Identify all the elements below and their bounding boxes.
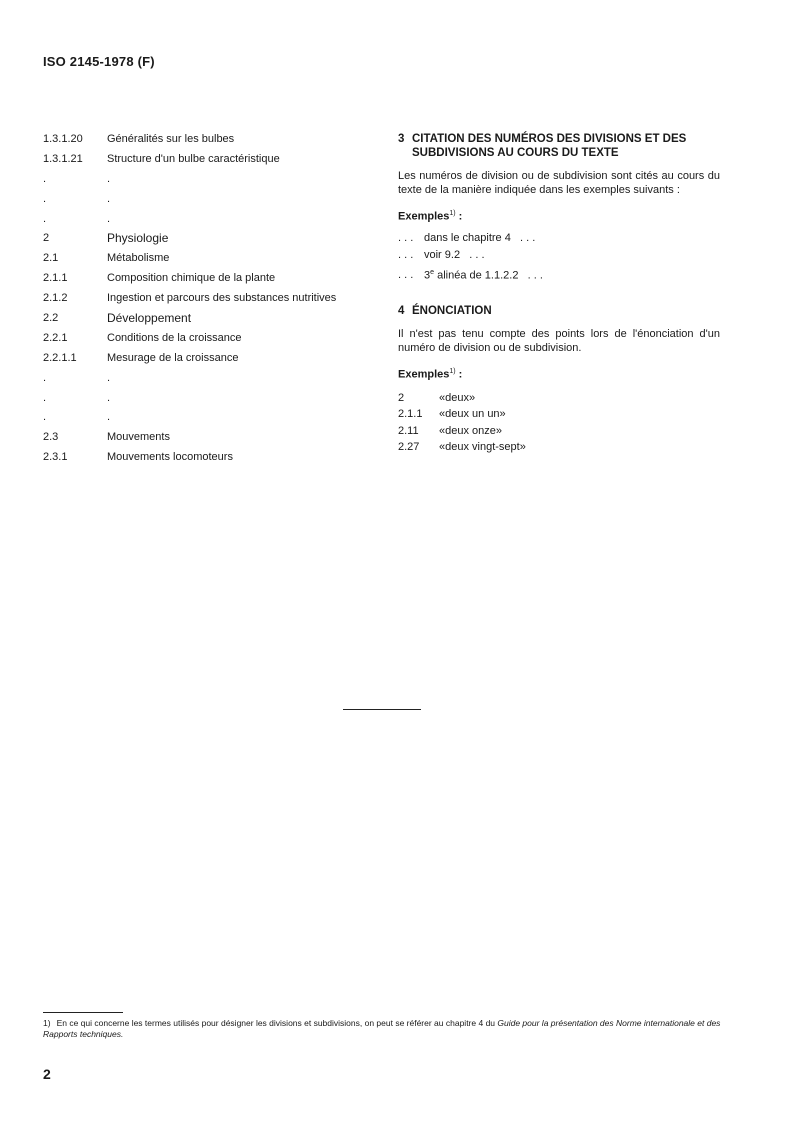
enunciation-examples (398, 390, 720, 456)
outline-row (43, 349, 373, 369)
outline-text: Mesurage de la croissance (107, 351, 239, 364)
section-3-paragraph: Les numéros de division ou de subdivision sont cités au cours du texte de la manière indiquée dans les exemples suivants : (398, 170, 720, 196)
outline-text: Ingestion et parcours des substances nutritives (107, 292, 337, 305)
ellipsis: . . . (398, 248, 414, 261)
outline-number: . (43, 391, 47, 404)
outline-number: 2.1.1 (43, 272, 68, 285)
footnote (43, 1018, 723, 1040)
outline-row (43, 249, 373, 269)
example-reading: «deux vingt-sept» (439, 441, 526, 454)
example-reading: «deux» (439, 391, 476, 404)
examples-label (398, 365, 720, 382)
examples-label-text: Exemples (398, 368, 450, 381)
enunciation-example (398, 439, 720, 456)
outline-text: Métabolisme (107, 252, 170, 265)
outline-row (43, 170, 373, 190)
ellipsis: . . . (469, 248, 485, 261)
outline-number: . (43, 192, 47, 205)
outline-number: 2.1.2 (43, 292, 68, 305)
outline-number: 2.2.1 (43, 331, 68, 344)
enunciation-example (398, 406, 720, 423)
example-ordinal: 3 (424, 269, 431, 282)
outline-row (43, 229, 373, 249)
footnote-mark: 1) (43, 1018, 51, 1028)
right-column (398, 132, 720, 456)
example-text: alinéa de 1.1.2.2 (434, 269, 519, 282)
outline-number: 2.2 (43, 312, 59, 325)
outline-number: 2.1 (43, 252, 59, 265)
examples-colon: : (455, 368, 463, 381)
outline-text: . (107, 371, 111, 384)
outline-number: 2.2.1.1 (43, 351, 77, 364)
outline-number: . (43, 172, 47, 185)
outline-row (43, 289, 373, 309)
outline-text: Physiologie (107, 231, 169, 246)
page-number: 2 (43, 1066, 51, 1082)
outline-row (43, 408, 373, 428)
example-number: 2 (398, 391, 405, 404)
footnote-separator (43, 1012, 123, 1013)
example-text: dans le chapitre 4 (424, 231, 511, 244)
ellipsis: . . . (520, 231, 536, 244)
ordinal-suffix: e (430, 268, 435, 276)
footnote-guide-title: Guide pour la présentation des Norme internationale et des Rapports techniques. (43, 1018, 721, 1039)
example-number: 2.27 (398, 441, 420, 454)
outline-number: 2 (43, 232, 50, 245)
outline-row (43, 448, 373, 468)
footnote-ref: 1) (449, 210, 456, 217)
ellipsis: . . . (398, 231, 414, 244)
section-title: ÉNONCIATION (412, 305, 492, 318)
citation-example (398, 230, 720, 247)
example-reading: «deux un un» (439, 408, 506, 421)
section-4-paragraph: Il n'est pas tenu compte des points lors de l'énonciation d'un numéro de division ou de subdivision. (398, 328, 720, 355)
outline-number: . (43, 411, 47, 424)
outline-text: . (107, 411, 111, 424)
outline-number: . (43, 371, 47, 384)
outline-row (43, 269, 373, 289)
outline-row (43, 389, 373, 409)
outline-text: Développement (107, 311, 192, 326)
outline-text: . (107, 391, 111, 404)
outline-row (43, 329, 373, 349)
outline-number: 2.3.1 (43, 451, 68, 464)
section-3-heading (398, 132, 720, 160)
outline-number: . (43, 212, 47, 225)
section-number: 3 (398, 133, 405, 145)
footnote-ref: 1) (449, 368, 456, 376)
section-number: 4 (398, 305, 405, 318)
footnote-text: En ce qui concerne les termes utilisés pour désigner les divisions et subdivisions, on peut se référer au chapitre 4 du (56, 1018, 498, 1028)
enunciation-example (398, 390, 720, 407)
outline-row (43, 309, 373, 329)
outline-row (43, 369, 373, 389)
outline-text: Conditions de la croissance (107, 331, 242, 344)
citation-examples (398, 230, 720, 285)
outline-text: . (107, 192, 111, 205)
outline-list (43, 130, 373, 468)
outline-text: Structure d'un bulbe caractéristique (107, 152, 280, 165)
example-number: 2.1.1 (398, 408, 423, 421)
section-title: CITATION DES NUMÉROS DES DIVISIONS ET DES SUBDIVISIONS AU COURS DU TEXTE (412, 133, 687, 159)
end-rule (343, 709, 421, 710)
outline-text: Mouvements locomoteurs (107, 451, 233, 464)
examples-colon: : (455, 210, 463, 223)
outline-number: 1.3.1.21 (43, 152, 83, 165)
example-text: voir 9.2 (424, 248, 461, 261)
outline-text: Composition chimique de la plante (107, 272, 276, 285)
citation-example (398, 247, 720, 264)
ellipsis: . . . (398, 269, 414, 282)
outline-text: . (107, 212, 111, 225)
ellipsis: . . . (527, 269, 543, 282)
outline-row (43, 190, 373, 210)
section-4-heading (398, 304, 720, 318)
outline-number: 2.3 (43, 431, 59, 444)
citation-example (398, 264, 720, 285)
outline-row (43, 428, 373, 448)
document-header: ISO 2145-1978 (F) (43, 54, 155, 69)
example-reading: «deux onze» (439, 424, 502, 437)
example-number: 2.11 (398, 424, 419, 437)
outline-number: 1.3.1.20 (43, 133, 83, 145)
outline-text: . (107, 172, 111, 185)
outline-row (43, 150, 373, 170)
outline-row (43, 210, 373, 230)
enunciation-example (398, 423, 720, 440)
examples-label-text: Exemples (398, 210, 450, 223)
outline-text: Généralités sur les bulbes (107, 133, 235, 145)
outline-text: Mouvements (107, 431, 170, 444)
examples-label (398, 207, 720, 224)
outline-row (43, 130, 373, 150)
